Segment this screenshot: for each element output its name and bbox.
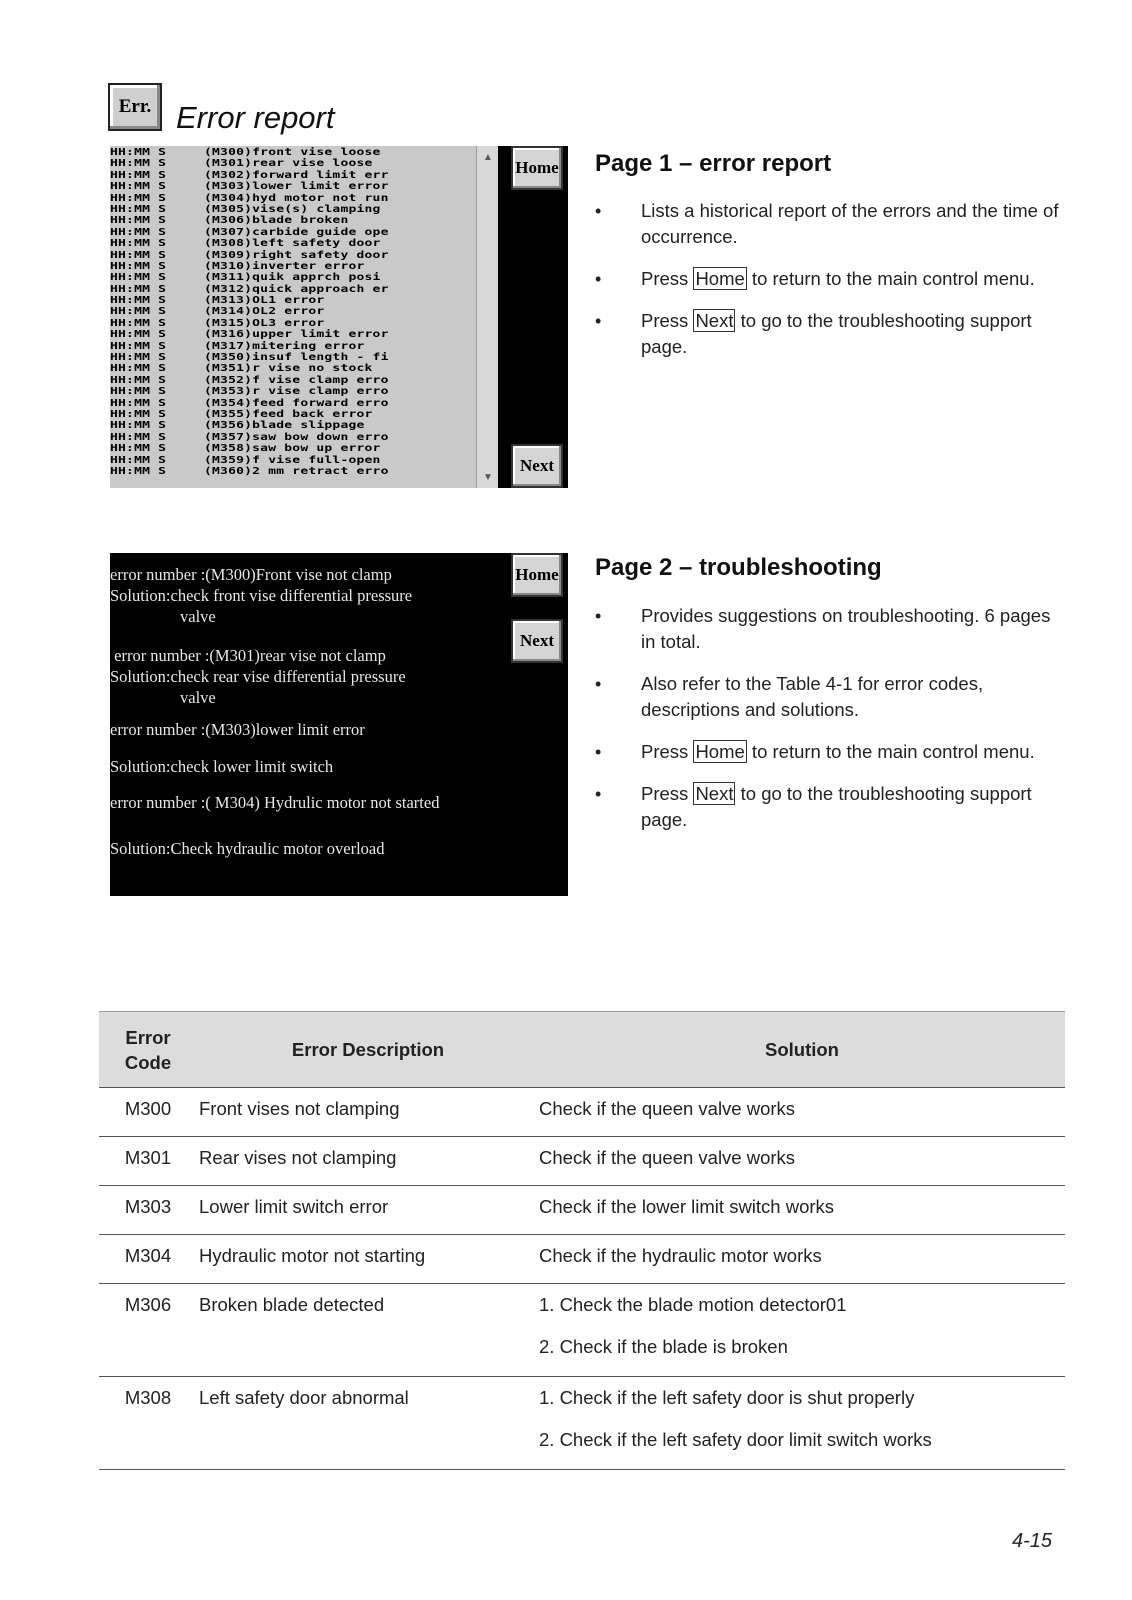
page2-heading: Page 2 – troubleshooting <box>595 554 882 581</box>
error-description: Hydraulic motor not starting <box>197 1235 539 1284</box>
error-description: Broken blade detected <box>197 1284 539 1377</box>
ts-line: valve <box>180 607 216 626</box>
page1-bullets <box>595 198 1065 360</box>
error-report-screen <box>110 146 568 488</box>
ts-line: Solution:check front vise differential pressure <box>110 586 413 605</box>
error-table <box>99 1011 1065 1470</box>
header-code: Error Code <box>99 1012 197 1088</box>
error-code: M301 <box>99 1137 197 1186</box>
error-list-item[interactable]: HH:MM S (M301)rear vise loose <box>110 157 373 170</box>
list-item: • Press Next to go to the troubleshooting support page. <box>595 308 1065 360</box>
list-item: • Lists a historical report of the errors and the time of occurrence. <box>595 198 1065 250</box>
error-list-item[interactable]: HH:MM S (M351)r vise no stock <box>110 362 373 375</box>
err-button[interactable]: Err. <box>108 83 162 131</box>
table-row <box>99 1088 1065 1137</box>
error-list-item[interactable]: HH:MM S (M306)blade broken <box>110 214 349 227</box>
next-button[interactable]: Next <box>511 444 563 488</box>
scroll-down-icon[interactable]: ▼ <box>483 471 493 483</box>
error-list-item[interactable]: HH:MM S (M357)saw bow down erro <box>110 431 389 443</box>
error-list-item[interactable]: HH:MM S (M307)carbide guide ope <box>110 226 389 238</box>
error-list-item[interactable]: HH:MM S (M358)saw bow up error <box>110 442 381 455</box>
ts-line: Solution:Check hydraulic motor overload <box>110 839 385 858</box>
error-list-item[interactable]: HH:MM S (M308)left safety door <box>110 237 381 250</box>
home-label: Home <box>695 741 745 762</box>
error-list-item[interactable]: HH:MM S (M316)upper limit error <box>110 328 389 341</box>
error-description: Rear vises not clamping <box>197 1137 539 1186</box>
error-list-item[interactable]: HH:MM S (M353)r vise clamp erro <box>110 385 389 398</box>
page1-heading: Page 1 – error report <box>595 150 832 177</box>
error-list-item[interactable]: HH:MM S (M304)hyd motor not run <box>110 192 389 204</box>
error-code: M303 <box>99 1186 197 1235</box>
error-list-item[interactable]: HH:MM S (M354)feed forward erro <box>110 397 389 409</box>
next-button[interactable]: Next <box>511 619 563 663</box>
section-title: Error report <box>176 100 335 135</box>
error-list-item[interactable]: HH:MM S (M313)OL1 error <box>110 294 325 307</box>
list-item: • Press Home to return to the main control menu. <box>595 266 1065 292</box>
error-list-item[interactable]: HH:MM S (M309)right safety door <box>110 248 389 261</box>
table-row <box>99 1377 1065 1470</box>
ts-line: error number :(M301)rear vise not clamp <box>110 646 386 665</box>
error-solution: 1. Check if the left safety door is shut properly 2. Check if the left safety door limit switch works <box>539 1377 1065 1470</box>
error-description: Front vises not clamping <box>197 1088 539 1137</box>
error-list-item[interactable]: HH:MM S (M302)forward limit err <box>110 169 389 181</box>
error-description: Left safety door abnormal <box>197 1377 539 1470</box>
error-list-item[interactable]: HH:MM S (M356)blade slippage <box>110 419 365 432</box>
ts-line: error number :(M300)Front vise not clamp <box>110 565 392 584</box>
table-row <box>99 1186 1065 1235</box>
error-list[interactable] <box>110 146 498 488</box>
error-description: Lower limit switch error <box>197 1186 539 1235</box>
error-code: M300 <box>99 1088 197 1137</box>
scrollbar[interactable] <box>476 146 498 488</box>
error-list-item[interactable]: HH:MM S (M305)vise(s) clamping <box>110 203 381 216</box>
page2-bullets <box>595 603 1065 833</box>
table-header-row <box>99 1012 1065 1088</box>
next-label: Next <box>695 310 734 331</box>
error-list-item[interactable]: HH:MM S (M300)front vise loose <box>110 146 381 159</box>
ts-line: Solution:check lower limit switch <box>110 757 334 776</box>
error-list-item[interactable]: HH:MM S (M352)f vise clamp erro <box>110 374 389 386</box>
error-list-item[interactable]: HH:MM S (M350)insuf length - fi <box>110 351 389 364</box>
ts-line: valve <box>180 688 216 707</box>
ts-line: error number :( M304) Hydrulic motor not started <box>110 793 440 812</box>
home-button[interactable]: Home <box>511 553 563 597</box>
error-list-item[interactable]: HH:MM S (M317)mitering error <box>110 340 365 352</box>
home-label: Home <box>695 268 745 289</box>
error-code: M304 <box>99 1235 197 1284</box>
error-list-item[interactable]: HH:MM S (M360)2 mm retract erro <box>110 465 389 478</box>
error-list-item[interactable]: HH:MM S (M312)quick approach er <box>110 283 389 295</box>
list-item: • Press Home to return to the main control menu. <box>595 739 1065 765</box>
header-sol: Solution <box>539 1012 1065 1088</box>
ts-line: error number :(M303)lower limit error <box>110 720 365 739</box>
error-solution: 1. Check the blade motion detector01 2. Check if the blade is broken <box>539 1284 1065 1377</box>
page-number: 4-15 <box>1012 1530 1053 1552</box>
error-list-item[interactable]: HH:MM S (M303)lower limit error <box>110 180 389 193</box>
error-solution: Check if the queen valve works <box>539 1088 1065 1137</box>
troubleshooting-screen <box>110 553 568 896</box>
error-list-item[interactable]: HH:MM S (M311)quik apprch posi <box>110 271 381 284</box>
error-list-item[interactable]: HH:MM S (M310)inverter error <box>110 260 365 273</box>
error-solution: Check if the queen valve works <box>539 1137 1065 1186</box>
error-list-item[interactable]: HH:MM S (M314)OL2 error <box>110 305 325 318</box>
error-solution: Check if the hydraulic motor works <box>539 1235 1065 1284</box>
error-list-item[interactable]: HH:MM S (M359)f vise full-open <box>110 453 381 466</box>
list-item: • Also refer to the Table 4-1 for error codes, descriptions and solutions. <box>595 671 1065 723</box>
ts-line: Solution:check rear vise differential pressure <box>110 667 406 686</box>
error-solution: Check if the lower limit switch works <box>539 1186 1065 1235</box>
error-code: M306 <box>99 1284 197 1377</box>
error-list-item[interactable]: HH:MM S (M355)feed back error <box>110 408 373 421</box>
error-code: M308 <box>99 1377 197 1470</box>
table-row <box>99 1284 1065 1377</box>
home-button[interactable]: Home <box>511 146 563 190</box>
header-desc: Error Description <box>197 1012 539 1088</box>
scroll-up-icon[interactable]: ▲ <box>483 151 493 163</box>
table-row <box>99 1235 1065 1284</box>
table-row <box>99 1137 1065 1186</box>
list-item: • Provides suggestions on troubleshooting. 6 pages in total. <box>595 603 1065 655</box>
list-item: • Press Next to go to the troubleshooting support page. <box>595 781 1065 833</box>
error-list-item[interactable]: HH:MM S (M315)OL3 error <box>110 317 325 329</box>
next-label: Next <box>695 783 734 804</box>
